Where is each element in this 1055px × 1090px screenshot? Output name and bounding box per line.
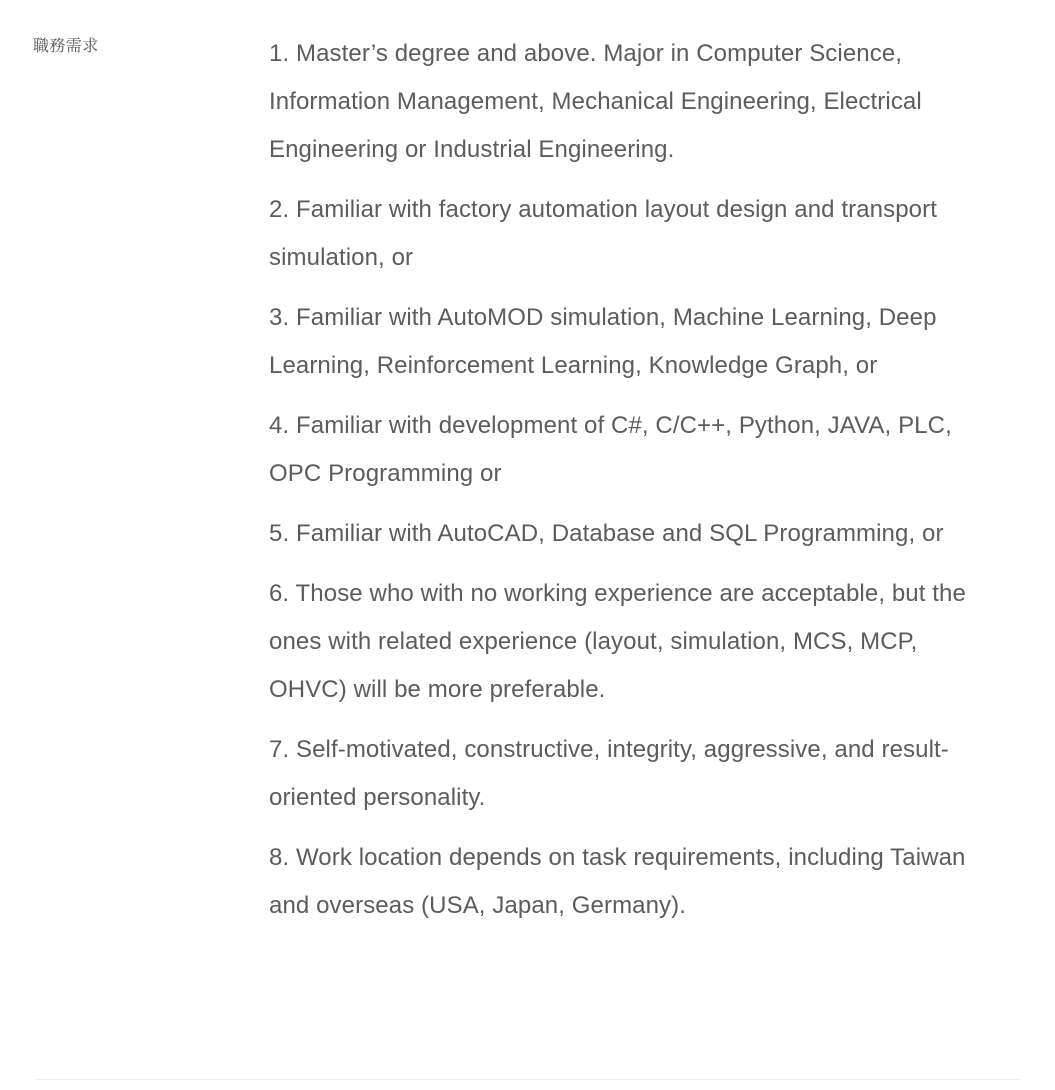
requirement-item-2: 2. Familiar with factory automation layout design and transport simulation, or [269,196,937,271]
requirement-item-4: 4. Familiar with development of C#, C/C++, Python, JAVA, PLC, OPC Programming or [269,412,952,487]
requirement-item-8: 8. Work location depends on task requirements, including Taiwan and overseas (USA, Japan, Germany). [269,844,966,919]
requirement-item-1: 1. Master’s degree and above. Major in Computer Science, Information Management, Mechanical Engineering, Electrical Engineering or Industrial Engineering. [269,40,922,163]
requirement-item-7: 7. Self-motivated, constructive, integrity, aggressive, and result-oriented personality. [269,736,949,811]
requirement-item-5: 5. Familiar with AutoCAD, Database and SQL Programming, or [269,520,944,547]
job-requirements-label: 職務需求 [33,38,99,55]
requirement-item-3: 3. Familiar with AutoMOD simulation, Machine Learning, Deep Learning, Reinforcement Learning, Knowledge Graph, or [269,304,937,379]
section-divider [35,1079,1020,1080]
field-label-column [0,30,269,59]
requirement-item-6: 6. Those who with no working experience are acceptable, but the ones with related experience (layout, simulation, MCS, MCP, OHVC) will be more preferable. [269,580,966,703]
requirements-list [269,30,1000,930]
field-value-column [269,30,1055,930]
